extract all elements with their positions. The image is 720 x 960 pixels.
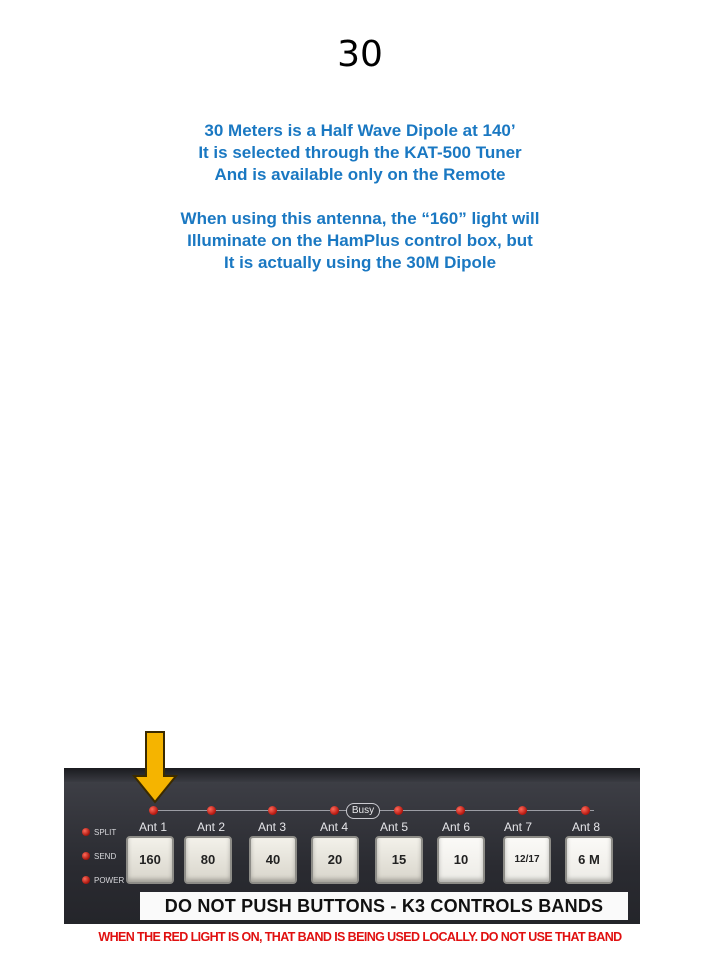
ant6-label: Ant 6 — [441, 820, 471, 834]
ant4-led — [330, 806, 339, 815]
ant4-label: Ant 4 — [319, 820, 349, 834]
description-line: And is available only on the Remote — [214, 165, 506, 184]
ant3-led — [268, 806, 277, 815]
description-block — [100, 120, 620, 274]
ant3-button[interactable]: 40 — [249, 836, 297, 884]
send-led — [82, 852, 90, 860]
warning-sticker: DO NOT PUSH BUTTONS - K3 CONTROLS BANDS — [140, 892, 628, 920]
ant2-button[interactable]: 80 — [184, 836, 232, 884]
description-line: It is selected through the KAT-500 Tuner — [198, 143, 522, 162]
description-line: It is actually using the 30M Dipole — [223, 253, 497, 272]
split-led — [82, 828, 90, 836]
ant1-button[interactable]: 160 — [126, 836, 174, 884]
ant7-led — [518, 806, 527, 815]
ant8-button[interactable]: 6 M — [565, 836, 613, 884]
send-label: SEND — [94, 852, 117, 861]
split-label: SPLIT — [94, 828, 117, 837]
slide-title: 30 — [337, 34, 383, 75]
description-line: When using this antenna, the “160” light will — [180, 209, 540, 228]
ant2-led — [207, 806, 216, 815]
description-line: 30 Meters is a Half Wave Dipole at 140’ — [204, 121, 516, 140]
ant8-label: Ant 8 — [571, 820, 601, 834]
footer-warning: WHEN THE RED LIGHT IS ON, THAT BAND IS BEING USED LOCALLY. DO NOT USE THAT BAND — [98, 930, 622, 944]
ant4-button[interactable]: 20 — [311, 836, 359, 884]
ant8-led — [581, 806, 590, 815]
power-label: POWER — [94, 876, 125, 885]
busy-indicator: Busy — [346, 803, 380, 819]
ant2-label: Ant 2 — [196, 820, 226, 834]
power-led — [82, 876, 90, 884]
ant3-label: Ant 3 — [257, 820, 287, 834]
ant6-button[interactable]: 10 — [437, 836, 485, 884]
description-line: Illuminate on the HamPlus control box, but — [187, 231, 533, 250]
ant5-led — [394, 806, 403, 815]
ant7-button[interactable]: 12/17 — [503, 836, 551, 884]
ant7-label: Ant 7 — [503, 820, 533, 834]
description-spacer — [100, 186, 620, 208]
ant6-led — [456, 806, 465, 815]
arrow-down-icon — [132, 730, 178, 804]
ant1-label: Ant 1 — [138, 820, 168, 834]
ant1-led — [149, 806, 158, 815]
ant5-button[interactable]: 15 — [375, 836, 423, 884]
ant5-label: Ant 5 — [379, 820, 409, 834]
